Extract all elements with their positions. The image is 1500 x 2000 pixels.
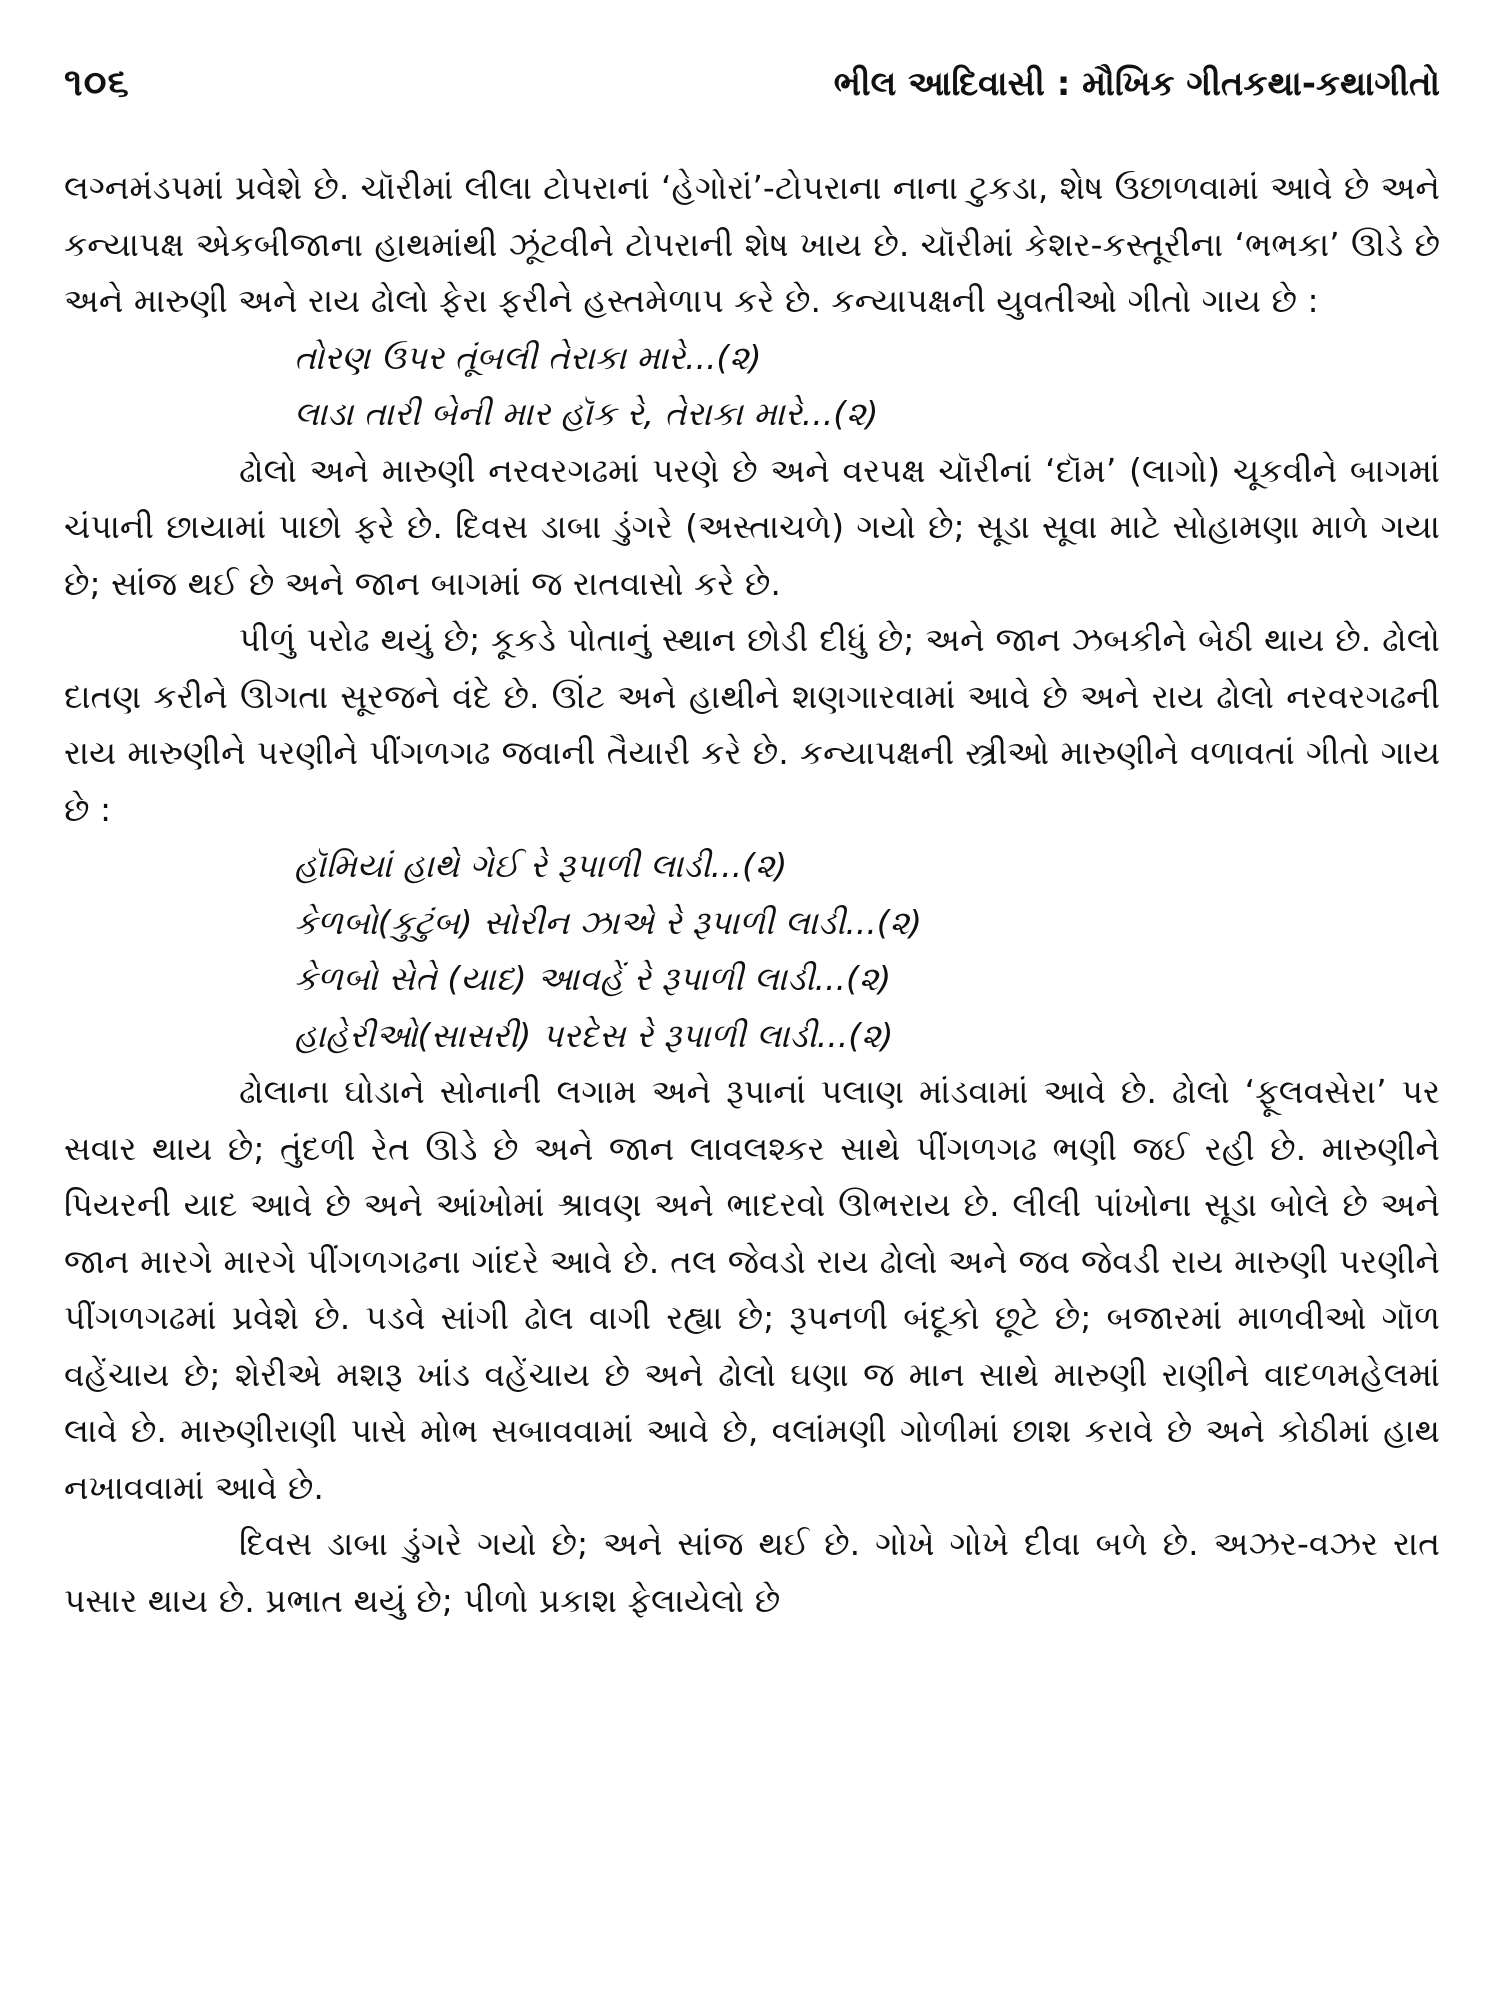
page-header bbox=[64, 60, 1440, 130]
verse-line: તોરણ ઉપર તૂંબલી તેરાકા મારે...(૨) bbox=[294, 337, 762, 377]
verse-block-1 bbox=[294, 330, 1440, 443]
verse-line: હાહેરીઓ(સાસરી) પરદેસ રે રૂપાળી લાડી...(૨) bbox=[294, 1015, 894, 1055]
paragraph-1: લગ્નમંડપમાં પ્રવેશે છે. ચૉરીમાં લીલા ટોપરાનાં ‘હેગોરાં’-ટોપરાના નાના ટુકડા, શેષ ઉછાળવામાં આવે છે અને કન્યાપક્ષ એકબીજાના હાથમાંથી ઝૂંટવીને ટોપરાની શેષ ખાય છે. ચૉરીમાં કેશર-કસ્તૂરીના ‘ભભકા’ ઊડે છે અને મારુણી અને રાય ઢોલો ફેરા ફરીને હસ્તમેળાપ કરે છે. કન્યાપક્ષની યુવતીઓ ગીતો ગાય છે : bbox=[64, 168, 1440, 320]
verse-line: કેળબો સેતે (યાદ) આવહેં રે રૂપાળી લાડી...(૨) bbox=[294, 959, 892, 998]
verse-line: લાડા તારી બેની માર હૉક રે, તેરાકા મારે...(૨) bbox=[294, 394, 879, 433]
paragraph-5: દિવસ ડાબા ડુંગરે ગયો છે; અને સાંજ થઈ છે. ગોખે ગોખે દીવા બળે છે. અઝર-વઝર રાત પસાર થાય છે. પ્રભાત થયું છે; પીળો પ્રકાશ ફેલાયેલો છે bbox=[64, 1524, 1440, 1620]
paragraph-3: પીળું પરોઢ થયું છે; કૂકડે પોતાનું સ્થાન છોડી દીધું છે; અને જાન ઝબકીને બેઠી થાય છે. ઢોલો દાતણ કરીને ઊગતા સૂરજને વંદે છે. ઊંટ અને હાથીને શણગારવામાં આવે છે અને રાય ઢોલો નરવરગઢની રાય મારુણીને પરણીને પીંગળગઢ જવાની તૈયારી કરે છે. કન્યાપક્ષની સ્ત્રીઓ મારુણીને વળાવતાં ગીતો ગાય છે : bbox=[64, 620, 1440, 829]
verse-block-2 bbox=[294, 838, 1440, 1064]
running-head: ભીલ આદિવાસી : મૌખિક ગીતકથા-કથાગીતો bbox=[833, 64, 1440, 104]
paragraph-4: ઢોલાના ઘોડાને સોનાની લગામ અને રૂપાનાં પલાણ માંડવામાં આવે છે. ઢોલો ‘ફૂલવસેરા’ પર સવાર થાય છે; તુંદળી રેત ઊડે છે અને જાન લાવલશ્કર સાથે પીંગળગઢ ભણી જઈ રહી છે. મારુણીને પિયરની યાદ આવે છે અને આંખોમાં શ્રાવણ અને ભાદરવો ઊભરાય છે. લીલી પાંખોના સૂડા બોલે છે અને જાન મારગે મારગે પીંગળગઢના ગાંદરે આવે છે. તલ જેવડો રાય ઢોલો અને જવ જેવડી રાય મારુણી પરણીને પીંગળગઢમાં પ્રવેશે છે. પડવે સાંગી ઢોલ વાગી રહ્યા છે; રૂપનળી બંદૂકો છૂટે છે; બજારમાં માળવીઓ ગૉળ વહેંચાય છે; શેરીએ મશરૂ ખાંડ વહેંચાય છે અને ઢોલો ઘણા જ માન સાથે મારુણી રાણીને વાદળમહેલમાં લાવે છે. મારુણીરાણી પાસે મોભ સબાવવામાં આવે છે, વલાંમણી ગોળીમાં છાશ કરાવે છે અને કોઠીમાં હાથ નખાવવામાં આવે છે. bbox=[64, 1072, 1440, 1507]
page-number: ૧૦૬ bbox=[64, 60, 130, 104]
verse-line: હૉમિયાં હાથે ગેઈ રે રૂપાળી લાડી...(૨) bbox=[294, 846, 788, 885]
page-body bbox=[64, 160, 1440, 1629]
paragraph-2: ઢોલો અને મારુણી નરવરગઢમાં પરણે છે અને વરપક્ષ ચૉરીનાં ‘દૉમ’ (લાગો) ચૂકવીને બાગમાં ચંપાની છાયામાં પાછો ફરે છે. દિવસ ડાબા ડુંગરે (અસ્તાચળે) ગયો છે; સૂડા સૂવા માટે સોહામણા માળે ગયા છે; સાંજ થઈ છે અને જાન બાગમાં જ રાતવાસો કરે છે. bbox=[64, 450, 1440, 603]
verse-line: કેળબો(કુટુંબ) સોરીન ઝાએ રે રૂપાળી લાડી...(૨) bbox=[294, 902, 922, 942]
